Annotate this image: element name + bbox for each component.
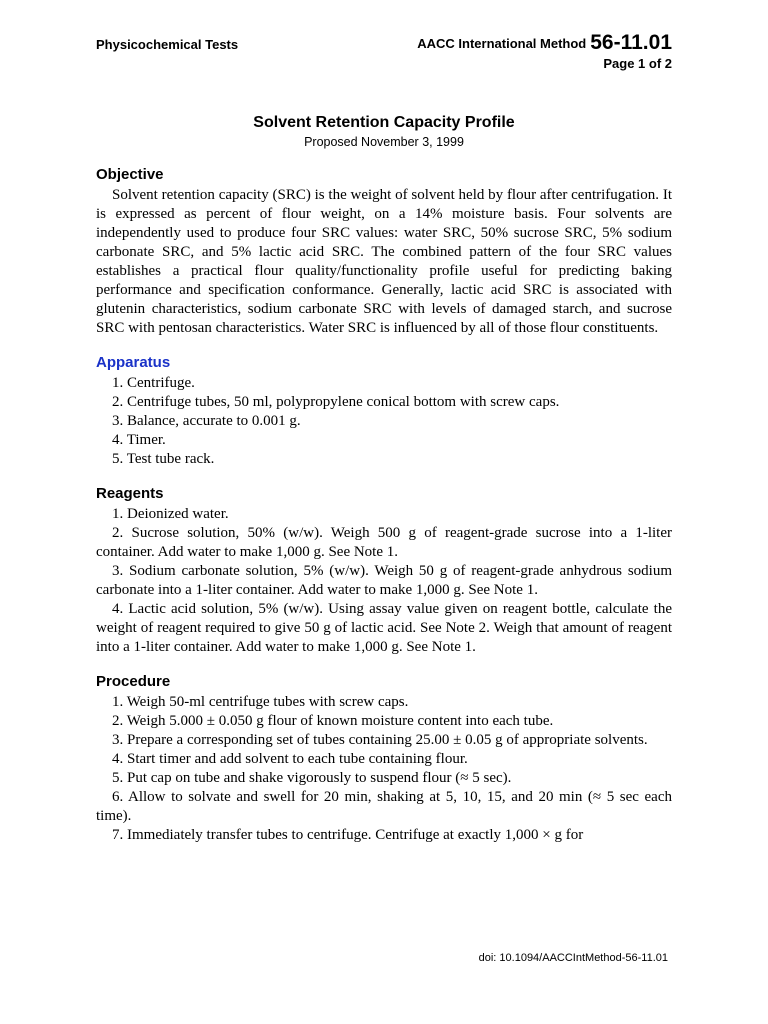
list-item: 3. Sodium carbonate solution, 5% (w/w). Weigh 50 g of reagent-grade anhydrous sodium carbonate into a 1-liter container. Add water to make 1,000 g. See Note 1. xyxy=(96,563,672,598)
objective-section xyxy=(96,164,672,338)
list-item: 4. Lactic acid solution, 5% (w/w). Using assay value given on reagent bottle, calculate the weight of reagent required to give 50 g of lactic acid. See Note 2. Weigh that amount of reagent into a 1-liter container. Add water to make 1,000 g. See Note 1. xyxy=(96,601,672,655)
list-item: 4. Start timer and add solvent to each tube containing flour. xyxy=(112,751,468,767)
objective-text: Solvent retention capacity (SRC) is the weight of solvent held by flour after centrifugation. It is expressed as percent of flour weight, on a 14% moisture basis. Four solvents are independently used to produce four SRC values: water SRC, 50% sucrose SRC, 5% sodium carbonate SRC, and 5% lactic acid SRC. The combined pattern of the four SRC values establishes a practical flour quality/functionality profile useful for predicting baking performance and specification conformance. Generally, lactic acid SRC is associated with glutenin characteristics, sodium carbonate SRC with levels of damaged starch, and sucrose SRC with pentosan characteristics. Water SRC is influenced by all of those flour constituents. xyxy=(96,187,672,336)
document-body xyxy=(96,164,672,845)
apparatus-heading[interactable]: Apparatus xyxy=(96,354,171,371)
list-item: 1. Centrifuge. xyxy=(112,375,195,391)
objective-heading: Objective xyxy=(96,166,164,183)
list-item: 3. Balance, accurate to 0.001 g. xyxy=(112,413,301,429)
method-number: 56-11.01 xyxy=(590,31,672,54)
list-item: 1. Deionized water. xyxy=(112,506,229,522)
section-gap xyxy=(96,657,672,671)
list-item: 2. Sucrose solution, 50% (w/w). Weigh 500 g of reagent-grade sucrose into a 1-liter container. Add water to make 1,000 g. See Note 1. xyxy=(96,525,672,560)
list-item: 5. Put cap on tube and shake vigorously to suspend flour (≈ 5 sec). xyxy=(112,770,512,786)
list-item: 5. Test tube rack. xyxy=(112,451,215,467)
list-item: 1. Weigh 50-ml centrifuge tubes with screw caps. xyxy=(112,694,409,710)
list-item: 2. Weigh 5.000 ± 0.050 g flour of known moisture content into each tube. xyxy=(112,713,554,729)
reagents-list xyxy=(96,505,672,657)
list-item: 3. Prepare a corresponding set of tubes containing 25.00 ± 0.05 g of appropriate solvents. xyxy=(112,732,648,748)
list-item: 7. Immediately transfer tubes to centrifuge. Centrifuge at exactly 1,000 × g for xyxy=(112,827,584,843)
procedure-section xyxy=(96,671,672,845)
list-item: 4. Timer. xyxy=(112,432,166,448)
running-header-method xyxy=(417,30,672,71)
reagents-section xyxy=(96,483,672,657)
apparatus-list xyxy=(96,374,672,469)
document-subtitle: Proposed November 3, 1999 xyxy=(304,135,464,149)
section-gap xyxy=(96,338,672,352)
procedure-list xyxy=(96,693,672,845)
document-title: Solvent Retention Capacity Profile xyxy=(253,114,515,131)
running-header-section: Physicochemical Tests xyxy=(96,37,239,52)
doi-footer: doi: 10.1094/AACCIntMethod-56-11.01 xyxy=(478,952,668,964)
list-item: 6. Allow to solvate and swell for 20 min, shaking at 5, 10, 15, and 20 min (≈ 5 sec each time). xyxy=(96,789,672,824)
method-line xyxy=(417,30,672,57)
page-number: Page 1 of 2 xyxy=(603,56,672,71)
apparatus-section xyxy=(96,352,672,469)
section-gap xyxy=(96,469,672,483)
procedure-heading: Procedure xyxy=(96,673,171,690)
title-block xyxy=(0,113,768,151)
reagents-heading: Reagents xyxy=(96,485,164,502)
list-item: 2. Centrifuge tubes, 50 ml, polypropylene conical bottom with screw caps. xyxy=(112,394,560,410)
method-label: AACC International Method xyxy=(417,36,587,51)
